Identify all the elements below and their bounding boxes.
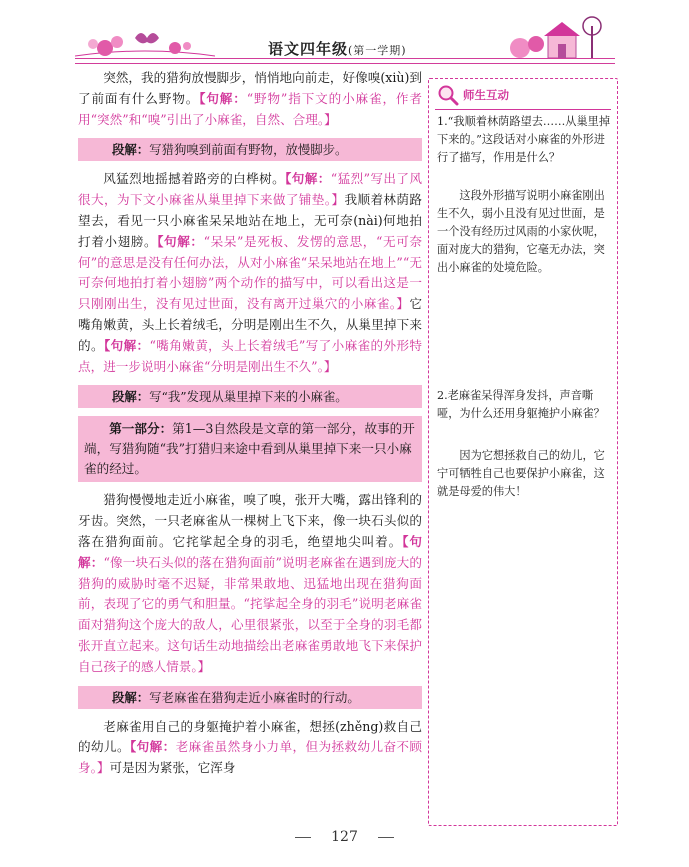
paragraph-3: 猎狗慢慢地走近小麻雀，嗅了嗅，张开大嘴，露出锋利的牙齿。突然，一只老麻雀从一棵树上飞下来，像一块石头似的落在猎狗面前。它挓挲起全身的羽毛，绝望地尖叫着。【句解：“像一块石头似的落在猎狗面前”说明老麻雀在遇到庞大的猎狗的威胁时毫不迟疑，非常果敢地、迅猛地出现在猎狗面前，表现了它的勇气和胆量。“挓挲起全身的羽毛”说明老麻雀面对猎狗这个庞大的敌人，心里很紧张，以至于全身的羽毛都张开直立起来。这句话生动地描绘出老麻雀勇敢地飞下来保护自己孩子的感人情景。】 [78,492,423,674]
paragraph-1: 突然，我的猎狗放慢脚步，悄悄地向前走，好像嗅(xiù)到了前面有什么野物。【句解：“野物”指下文的小麻雀，作者用“突然”和“嗅”引出了小麻雀，自然、合理。】 [78,70,422,127]
magnifier-icon [437,84,459,106]
part-summary: 第一部分：第1—3自然段是文章的第一部分，故事的开端，写猎狗随“我”打猎归来途中看到从巢里掉下来一只小麻雀的经过。 [78,416,422,482]
page-number: 127 [0,829,689,845]
paragraph-2: 风猛烈地摇撼着路旁的白桦树。【句解：“猛烈”写出了风很大，为下文小麻雀从巢里掉下来做了铺垫。】我顺着林荫路望去，看见一只小麻雀呆呆地站在地上，无可奈(nài)何地拍打着小翅膀。【句解：“呆呆”是死板、发愣的意思，“无可奈何”的意思是没有任何办法，从对小麻雀“呆呆地站在地上”“无可奈何地拍打着小翅膀”两个动作的描写中，可以看出这是一只刚刚出生，没有见过世面，没有离开过巢穴的小麻雀。】它嘴角嫩黄，头上长着绒毛，分明是刚出生不久，从巢里掉下来的。【句解：“嘴角嫩黄，头上长着绒毛”写了小麻雀的外形特点，进一步说明小麻雀“分明是刚出生不久”。】 [78,171,423,374]
page-number-dash-right [378,837,394,838]
paragraph-summary-3: 段解：写老麻雀在猎狗走近小麻雀时的行动。 [78,686,422,709]
sidebar-title: 师生互动 [463,88,509,102]
sidebar-rule [435,109,611,110]
paragraph-4: 老麻雀用自己的身躯掩护着小麻雀，想拯(zhěng)救自己的幼儿。【句解：老麻雀虽然身小力单，但为拯救幼儿奋不顾身。】可是因为紧张，它浑身 [78,718,423,776]
paragraph-summary-1: 段解：写猎狗嗅到前面有野物，放慢脚步。 [78,138,422,161]
butterfly-flowers-decoration [75,26,215,60]
page-number-dash-left [295,837,311,838]
house-tree-decoration [500,14,610,62]
paragraph-summary-2: 段解：写“我”发现从巢里掉下来的小麻雀。 [78,385,422,408]
header-rule [75,58,615,64]
sidebar-header [437,83,509,107]
book-title: 语文四年级(第一学期) [268,40,407,58]
question-1: 1.“我顺着林荫路望去……从巢里掉下来的。”这段话对小麻雀的外形进行了描写，作用是什么？ [437,115,611,164]
teacher-student-sidebar [428,78,618,826]
main-text-column [78,68,422,781]
answer-2: 因为它想拯救自己的幼儿，它宁可牺牲自己也要保护小麻雀，这就是母爱的伟大！ [437,449,605,498]
question-2: 2.老麻雀呆得浑身发抖，声音嘶哑，为什么还用身躯掩护小麻雀？ [437,389,605,420]
answer-1: 这段外形描写说明小麻雀刚出生不久，弱小且没有见过世面，是一个没有经历过风雨的小家伙呢，面对庞大的猎狗，它毫无办法，突出小麻雀的处境危险。 [437,189,605,274]
